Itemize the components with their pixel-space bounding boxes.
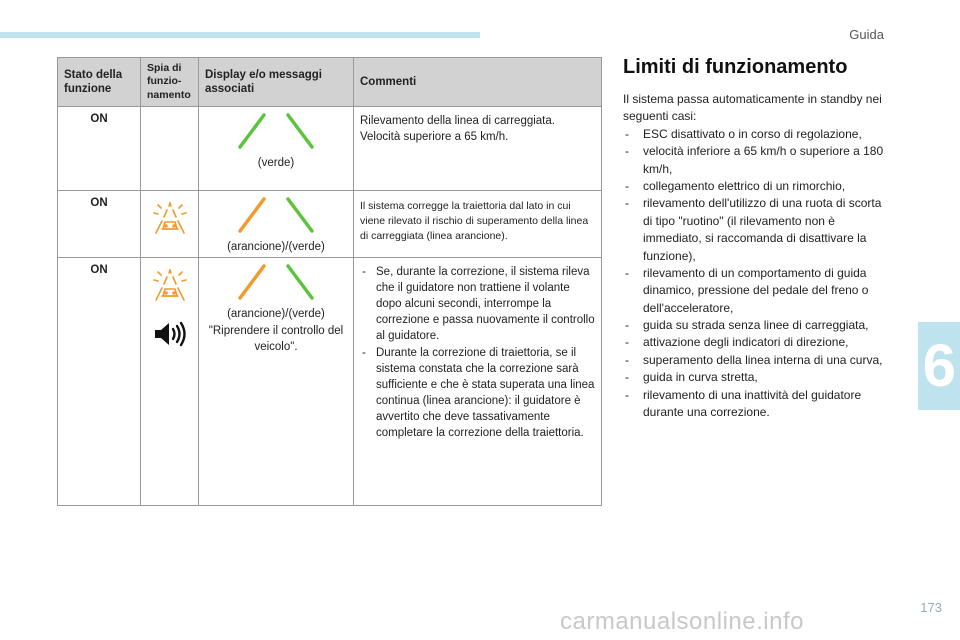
display-cell	[199, 257, 354, 505]
limits-section	[623, 56, 885, 421]
list-item: - guida su strada senza linee di carreggiata,	[623, 317, 885, 334]
table-row	[58, 107, 602, 191]
display-caption: (arancione)/(verde)	[227, 241, 325, 253]
watermark: carmanualsonline.info	[560, 608, 804, 635]
section-title: Guida	[849, 27, 884, 42]
list-item: - guida in curva stretta,	[623, 369, 885, 386]
speaker-sound-icon	[152, 319, 188, 349]
display-caption: (arancione)/(verde)	[227, 307, 325, 320]
lamp-cell	[141, 257, 199, 505]
header-warning-lamp: Spia di funzio-namento	[141, 58, 199, 107]
lane-lines-orange-green-icon	[226, 262, 326, 302]
comment-cell	[354, 257, 602, 505]
display-cell	[199, 107, 354, 191]
lane-keep-assist-icon	[148, 197, 192, 237]
list-item: - velocità inferiore a 65 km/h o superiore a 180 km/h,	[623, 143, 885, 178]
display-cell	[199, 191, 354, 258]
list-item: - rilevamento dell'utilizzo di una ruota di scorta di tipo "ruotino" (il rilevamento non è immediato, si raccomanda di disattivare la funzione),	[623, 195, 885, 265]
limits-intro: Il sistema passa automaticamente in standby nei seguenti casi:	[623, 92, 882, 124]
function-status-table	[57, 57, 602, 506]
list-item: - superamento della linea interna di una curva,	[623, 352, 885, 369]
state-cell: ON	[58, 257, 141, 505]
list-item: - Durante la correzione di traiettoria, se il sistema constata che la correzione sarà sufficiente e che è stata superata una linea continua (linea arancione): il guidatore è avvertito che deve tassativamente completare la correzione della traiettoria.	[360, 345, 595, 442]
list-item: - Se, durante la correzione, il sistema rileva che il guidatore non trattiene il volante dopo alcuni secondi, interrompe la correzione e passa nuovamente il controllo al guidatore.	[360, 264, 595, 344]
limits-list	[623, 126, 885, 422]
list-item: - ESC disattivato o in corso di regolazione,	[623, 126, 885, 143]
limits-title: Limiti di funzionamento	[623, 56, 848, 78]
header-state: Stato della funzione	[58, 58, 141, 107]
lamp-cell-empty	[141, 107, 199, 191]
table-header-row	[58, 58, 602, 107]
table-row	[58, 257, 602, 505]
state-cell: ON	[58, 107, 141, 191]
header-display: Display e/o messaggi associati	[199, 58, 354, 107]
comment-cell: Rilevamento della linea di carreggiata. Velocità superiore a 65 km/h.	[354, 107, 602, 191]
comment-cell: Il sistema corregge la traiettoria dal lato in cui viene rilevato il rischio di superamento della linea di carreggiata (linea arancione).	[354, 191, 602, 258]
header-comments: Commenti	[354, 58, 602, 107]
list-item: - rilevamento di un comportamento di guida dinamico, pressione del pedale del freno o dell'acceleratore,	[623, 265, 885, 317]
comment-list	[360, 264, 595, 442]
lane-keep-assist-icon	[148, 264, 192, 304]
top-accent-bar	[0, 32, 480, 38]
list-item: - attivazione degli indicatori di direzione,	[623, 334, 885, 351]
table-row	[58, 191, 602, 258]
lane-lines-green-icon	[226, 111, 326, 151]
chapter-number: 6	[922, 332, 956, 399]
lamp-cell	[141, 191, 199, 258]
page-number: 173	[920, 600, 942, 615]
list-item: - collegamento elettrico di un rimorchio,	[623, 178, 885, 195]
display-message: "Riprendere il controllo del veicolo".	[208, 325, 344, 353]
lane-lines-orange-green-icon	[226, 195, 326, 235]
list-item: - rilevamento di una inattività del guidatore durante una correzione.	[623, 387, 885, 422]
display-caption: (verde)	[257, 157, 295, 169]
state-cell: ON	[58, 191, 141, 258]
